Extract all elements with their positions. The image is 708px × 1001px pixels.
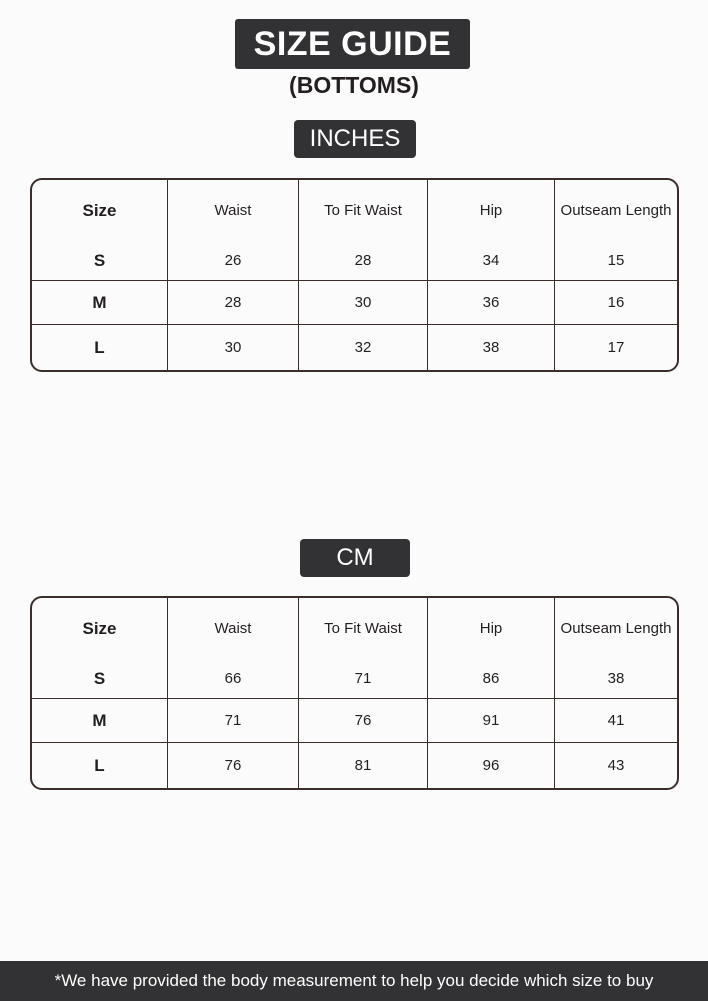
column-header-to-fit-waist: To Fit Waist xyxy=(299,180,428,241)
table-row xyxy=(32,699,677,743)
hip-cell: 38 xyxy=(428,325,555,370)
table-header-row xyxy=(32,180,677,241)
outseam-length-cell: 15 xyxy=(555,241,677,281)
size-cell: S xyxy=(32,659,168,699)
column-header-hip: Hip xyxy=(428,598,555,659)
column-header-outseam-length: Outseam Length xyxy=(560,620,672,637)
outseam-length-cell: 38 xyxy=(555,659,677,699)
size-cell: M xyxy=(32,281,168,325)
to-fit-waist-cell: 71 xyxy=(299,659,428,699)
waist-cell: 76 xyxy=(168,743,299,788)
outseam-length-cell: 41 xyxy=(555,699,677,743)
table-row xyxy=(32,241,677,281)
hip-cell: 34 xyxy=(428,241,555,281)
hip-cell: 91 xyxy=(428,699,555,743)
waist-cell: 28 xyxy=(168,281,299,325)
page-subtitle: (BOTTOMS) xyxy=(289,72,419,98)
waist-cell: 26 xyxy=(168,241,299,281)
hip-cell: 86 xyxy=(428,659,555,699)
size-cell: L xyxy=(32,743,168,788)
column-header-hip: Hip xyxy=(428,180,555,241)
size-cell: L xyxy=(32,325,168,370)
to-fit-waist-cell: 81 xyxy=(299,743,428,788)
footer-note: *We have provided the body measurement to help you decide which size to buy xyxy=(0,961,708,1001)
column-header-to-fit-waist: To Fit Waist xyxy=(299,598,428,659)
column-header-waist: Waist xyxy=(168,180,299,241)
column-header-size: Size xyxy=(32,180,168,241)
outseam-length-cell: 43 xyxy=(607,757,625,774)
inches-size-table xyxy=(30,178,679,372)
to-fit-waist-cell: 32 xyxy=(299,325,428,370)
inches-section-label: INCHES xyxy=(294,120,416,158)
waist-cell: 66 xyxy=(168,659,299,699)
to-fit-waist-cell: 28 xyxy=(299,241,428,281)
table-row xyxy=(32,281,677,325)
to-fit-waist-cell: 76 xyxy=(299,699,428,743)
waist-cell: 30 xyxy=(168,325,299,370)
column-header-waist: Waist xyxy=(168,598,299,659)
table-header-row xyxy=(32,598,677,659)
hip-cell: 36 xyxy=(428,281,555,325)
outseam-length-cell: 16 xyxy=(555,281,677,325)
waist-cell: 71 xyxy=(168,699,299,743)
cm-size-table xyxy=(30,596,679,790)
to-fit-waist-cell: 30 xyxy=(299,281,428,325)
column-header-outseam-length: Outseam Length xyxy=(560,202,672,219)
table-row xyxy=(32,325,677,370)
page-title: SIZE GUIDE xyxy=(235,19,470,69)
column-header-size: Size xyxy=(32,598,168,659)
hip-cell: 96 xyxy=(428,743,555,788)
outseam-length-cell: 17 xyxy=(607,339,625,356)
table-row xyxy=(32,743,677,788)
cm-section-label: CM xyxy=(300,539,410,577)
size-cell: M xyxy=(32,699,168,743)
table-row xyxy=(32,659,677,699)
size-cell: S xyxy=(32,241,168,281)
